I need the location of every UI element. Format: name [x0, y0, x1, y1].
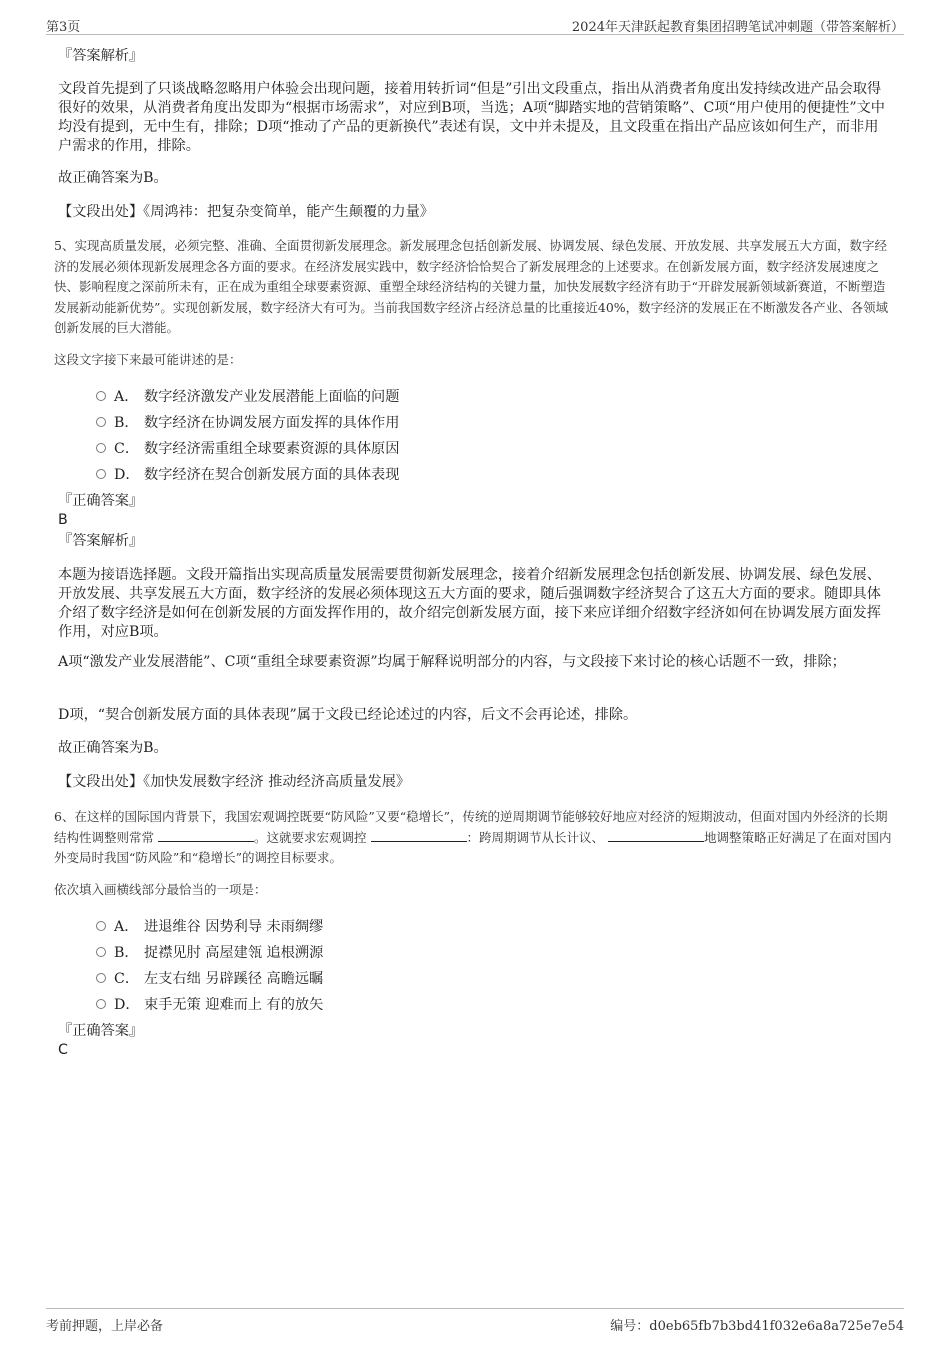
q6-option-c[interactable] — [96, 968, 323, 990]
q6-stem — [54, 807, 896, 869]
radio-icon[interactable] — [96, 391, 106, 401]
q5-analysis-label: 『答案解析』 — [58, 533, 144, 549]
q6-stem-part2: 。这就要求宏观调控 — [254, 829, 367, 845]
q4-source: 【文段出处】《周鸿祎：把复杂变简单，能产生颠覆的力量》 — [58, 204, 434, 220]
fill-blank-3 — [608, 829, 704, 842]
q5-analysis-p2: A项“激发产业发展潜能”、C项“重组全球要素资源”均属于解释说明部分的内容，与文段接下来讨论的核心话题不一致，排除； — [58, 654, 846, 670]
q4-analysis-label: 『答案解析』 — [58, 48, 144, 64]
option-letter: D． — [114, 997, 140, 1013]
radio-icon[interactable] — [96, 947, 106, 957]
q5-option-a[interactable] — [96, 386, 399, 408]
option-letter: D． — [114, 467, 140, 483]
q6-option-d[interactable] — [96, 994, 323, 1016]
page-number: 第3页 — [46, 20, 81, 35]
q6-prompt: 依次填入画横线部分最恰当的一项是： — [54, 882, 267, 897]
q5-source: 【文段出处】《加快发展数字经济 推动经济高质量发展》 — [58, 774, 411, 790]
q4-analysis: 文段首先提到了只谈战略忽略用户体验会出现问题，接着用转折词“但是”引出文段重点，指出从消费者角度出发持续改进产品会取得很好的效果，从消费者角度出发即为“根据市场需求”，对应到B项，当选；A项“脚踏实地的营销策略”、C项“用户使用的便捷性”文中均没有提到，无中生有，排除；D项“推动了产品的更新换代”表述有误，文中并未提及，且文段重在指出产品应该如何生产，而非用户需求的作用，排除。 — [58, 81, 885, 154]
q5-option-c[interactable] — [96, 438, 399, 460]
option-letter: B． — [114, 945, 139, 961]
option-text: 束手无策 迎难而上 有的放矢 — [144, 997, 324, 1013]
q5-stem: 5、实现高质量发展，必须完整、准确、全面贯彻新发展理念。新发展理念包括创新发展、协调发展、绿色发展、开放发展、共享发展五大方面，数字经济的发展必须体现新发展理念各方面的要求。在经济发展实践中，数字经济恰恰契合了新发展理念的上述要求。在创新发展方面，数字经济发展速度之快、影响程度之深前所未有，正在成为重组全球要素资源、重塑全球经济结构的关键力量，加快发展数字经济有助于“开辟发展新领域新赛道，不断塑造发展新动能新优势”。实现创新发展，数字经济大有可为。当前我国数字经济占经济总量的比重接近40%，数字经济的发展正在不断激发各产业、各领域创新发展的巨大潜能。 — [54, 238, 889, 335]
radio-icon[interactable] — [96, 469, 106, 479]
option-text: 数字经济在契合创新发展方面的具体表现 — [144, 467, 400, 483]
q5-option-d[interactable] — [96, 464, 399, 486]
option-letter: A． — [114, 919, 139, 935]
option-text: 数字经济需重组全球要素资源的具体原因 — [144, 441, 400, 457]
radio-icon[interactable] — [96, 443, 106, 453]
q6-stem-part3: ：跨周期调节从长计议、 — [466, 829, 605, 845]
q6-answer-label: 『正确答案』 — [58, 1023, 144, 1039]
option-letter: B． — [114, 415, 139, 431]
fill-blank-2 — [371, 829, 467, 842]
fill-blank-1 — [158, 829, 254, 842]
q5-answer-label: 『正确答案』 — [58, 493, 144, 509]
option-letter: C． — [114, 441, 140, 457]
option-text: 左支右绌 另辟蹊径 高瞻远瞩 — [144, 971, 324, 987]
q6-option-b[interactable] — [96, 942, 323, 964]
option-letter: A． — [114, 389, 139, 405]
radio-icon[interactable] — [96, 417, 106, 427]
q5-answer: B — [58, 512, 68, 528]
page-header — [46, 14, 904, 35]
option-letter: C． — [114, 971, 140, 987]
page-footer — [46, 1308, 904, 1333]
radio-icon[interactable] — [96, 973, 106, 983]
q5-option-b[interactable] — [96, 412, 399, 434]
option-text: 捉襟见肘 高屋建瓴 追根溯源 — [144, 945, 324, 961]
q5-analysis-p3: D项，“契合创新发展方面的具体表现”属于文段已经论述过的内容，后文不会再论述，排除。 — [58, 707, 638, 723]
document-title: 2024年天津跃起教育集团招聘笔试冲刺题（带答案解析） — [571, 20, 904, 35]
q5-conclusion: 故正确答案为B。 — [58, 740, 168, 756]
radio-icon[interactable] — [96, 921, 106, 931]
q6-stem-part1: 6、在这样的国际国内背景下，我国宏观调控既要“防风险”又要“稳增长”，传统的逆周期调节能够较好地应对经济的短期波动，但面对国内外经济的长期结构性调整则常常 — [54, 809, 888, 845]
footer-slogan: 考前押题，上岸必备 — [46, 1319, 164, 1334]
q5-analysis-p1: 本题为接语选择题。文段开篇指出实现高质量发展需要贯彻新发展理念，接着介绍新发展理念包括创新发展、协调发展、绿色发展、开放发展、共享发展五大方面，数字经济的发展必须体现这五大方面的要求，随后强调数字经济契合了这五大方面的要求。随即具体介绍了数字经济是如何在创新发展的方面发挥作用的，故介绍完创新发展方面，接下来应详细介绍数字经济如何在协调发展方面发挥作用，对应B项。 — [58, 567, 881, 640]
q4-conclusion: 故正确答案为B。 — [58, 170, 168, 186]
option-text: 数字经济在协调发展方面发挥的具体作用 — [144, 415, 400, 431]
q6-stem-part4: 地调整策略正好满足了在面对国内外变局时我国“防风险”和“稳增长”的调控目标要求。 — [54, 829, 892, 865]
document-id: 编号：d0eb65fb7b3bd41f032e6a8a725e7e54 — [610, 1319, 904, 1334]
radio-icon[interactable] — [96, 999, 106, 1009]
option-text: 数字经济激发产业发展潜能上面临的问题 — [144, 389, 400, 405]
q5-prompt: 这段文字接下来最可能讲述的是： — [54, 352, 242, 367]
option-text: 进退维谷 因势利导 未雨绸缪 — [144, 919, 324, 935]
q6-option-a[interactable] — [96, 916, 323, 938]
q6-answer: C — [58, 1042, 68, 1058]
